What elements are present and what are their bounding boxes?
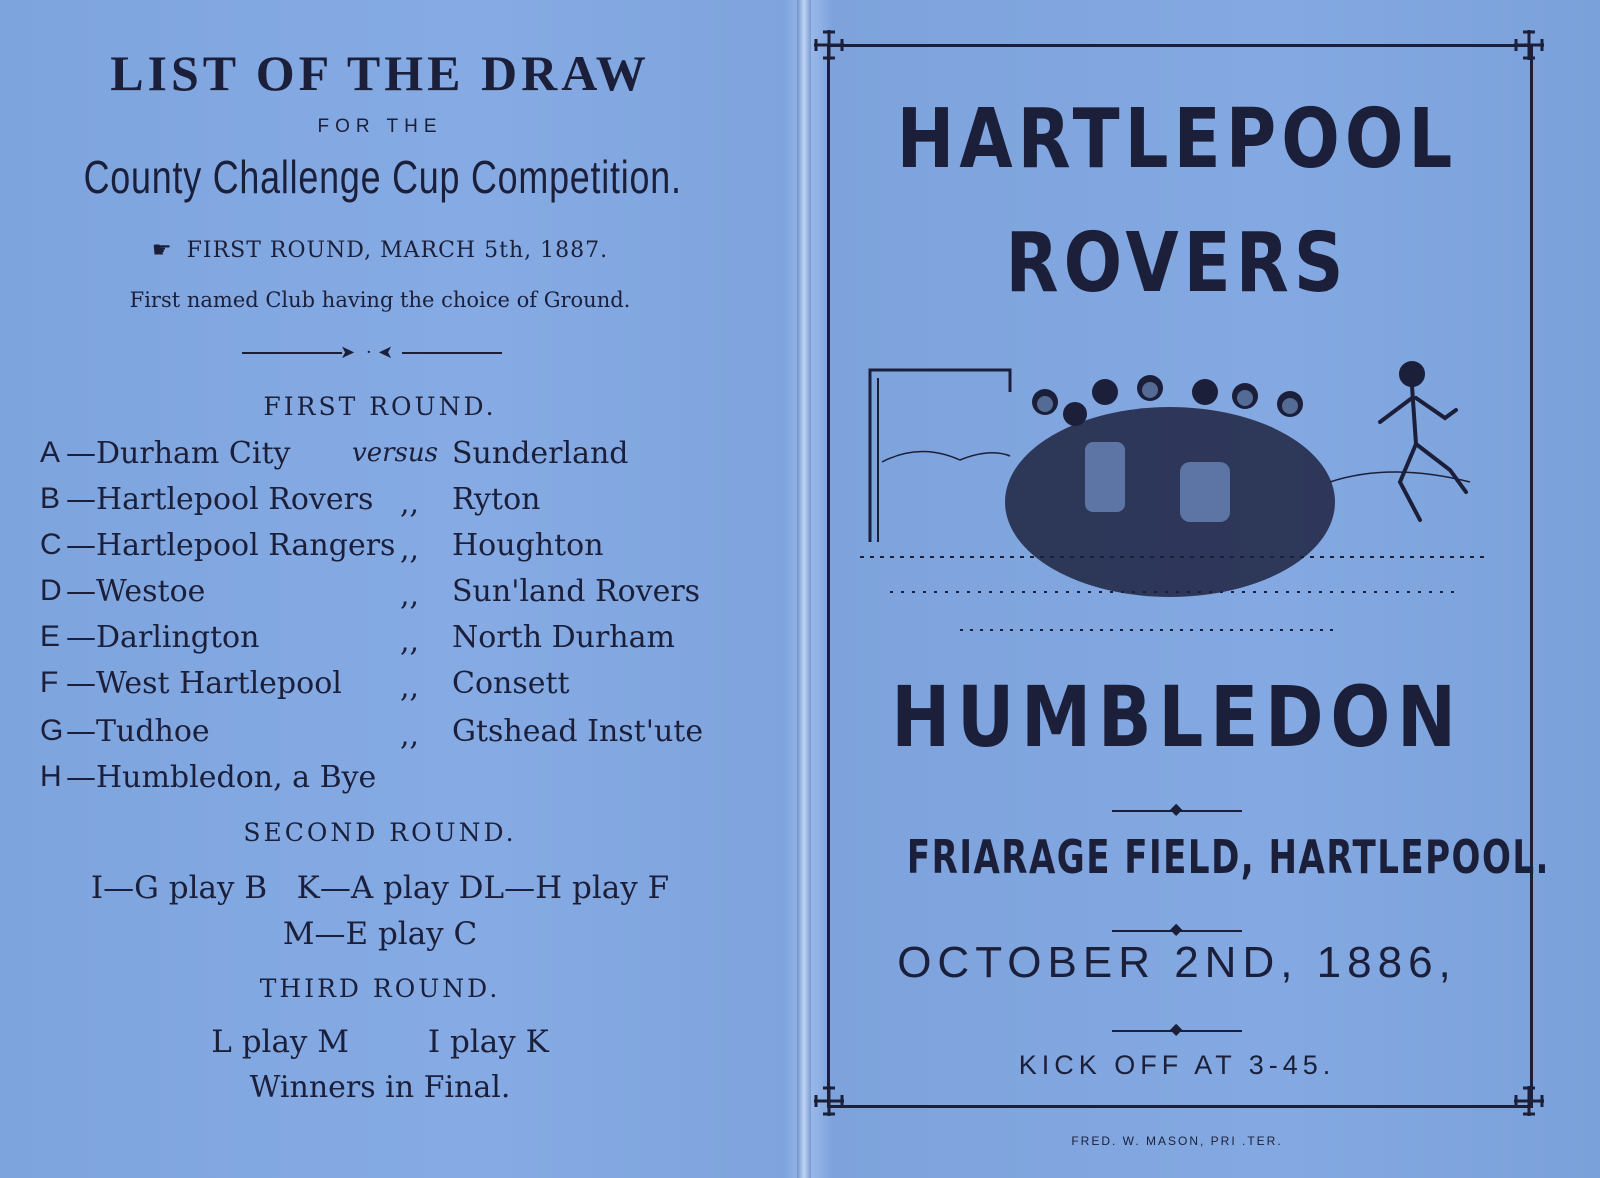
draw-list-panel <box>0 0 790 1178</box>
ornament-divider-left <box>242 352 342 354</box>
diamond-ornament-icon: ◆ <box>1170 919 1183 938</box>
team-1-line-2: ROVERS <box>1005 216 1349 311</box>
ditto-mark: ,, <box>400 486 420 521</box>
draw-away-club: Houghton <box>452 528 604 563</box>
ditto-mark: ,, <box>400 532 420 567</box>
draw-letter: A <box>40 436 61 469</box>
ornament-arrow-icon: ➤ <box>378 342 394 363</box>
draw-letter: H <box>40 760 62 793</box>
diamond-ornament-icon: ◆ <box>1170 1019 1183 1038</box>
diamond-ornament-icon: ◆ <box>1170 799 1183 818</box>
kick-off-time: KICK OFF AT 3-45. <box>1018 1050 1336 1080</box>
first-round-heading: FIRST ROUND. <box>263 392 497 421</box>
versus-label: versus <box>352 438 438 468</box>
draw-home-club: —Hartlepool Rovers <box>66 482 374 517</box>
draw-home-club: —West Hartlepool <box>66 666 342 701</box>
venue-line: FRIARAGE FIELD, HARTLEPOOL. <box>906 830 1550 884</box>
draw-away-club: North Durham <box>452 620 675 655</box>
cross-ornament-icon <box>812 28 846 62</box>
for-the-label: FOR THE <box>317 116 443 137</box>
draw-away-club: Sun'land Rovers <box>452 574 701 609</box>
team-1-line-1: HARTLEPOOL <box>896 92 1458 187</box>
draw-away-club: Gtshead Inst'ute <box>452 714 704 749</box>
ditto-mark: ,, <box>400 718 420 753</box>
team-2-name: HUMBLEDON <box>891 668 1463 766</box>
ornament-divider-right <box>402 352 502 354</box>
draw-home-club: —Tudhoe <box>66 714 210 749</box>
third-round-line: L play M I play K <box>211 1024 549 1060</box>
choice-of-ground-note: First named Club having the choice of Ground. <box>129 288 631 312</box>
first-round-date-line <box>0 238 760 263</box>
match-cover-panel <box>812 0 1600 1178</box>
third-round-heading: THIRD ROUND. <box>259 974 501 1003</box>
draw-home-club: —Westoe <box>66 574 206 609</box>
draw-letter: B <box>40 482 61 515</box>
match-date: OCTOBER 2ND, 1886, <box>897 938 1457 987</box>
winners-in-final: Winners in Final. <box>249 1070 511 1105</box>
draw-letter: F <box>40 666 59 699</box>
draw-letter: C <box>40 528 62 561</box>
first-round-date: FIRST ROUND, MARCH 5th, 1887. <box>186 238 609 263</box>
draw-letter: G <box>40 714 64 747</box>
cross-ornament-icon <box>1512 1084 1546 1118</box>
ditto-mark: ,, <box>400 578 420 613</box>
pointing-hand-icon: ☛ <box>151 238 173 263</box>
ditto-mark: ,, <box>400 670 420 705</box>
draw-away-club: Sunderland <box>452 436 629 471</box>
draw-letter: E <box>40 620 61 653</box>
draw-away-club: Ryton <box>452 482 541 517</box>
ornament-arrow-icon: ➤ <box>340 342 356 363</box>
draw-home-club: —Hartlepool Rangers <box>66 528 396 563</box>
cross-ornament-icon <box>1512 28 1546 62</box>
second-round-heading: SECOND ROUND. <box>243 818 517 847</box>
draw-home-club: —Durham City <box>66 436 291 471</box>
draw-letter: D <box>40 574 62 607</box>
cross-ornament-icon <box>812 1084 846 1118</box>
ornament-dot-icon: · <box>366 342 372 363</box>
card-fold <box>797 0 811 1178</box>
second-round-line-2: M—E play C <box>282 916 478 952</box>
rugby-scrum-illustration <box>860 352 1490 652</box>
draw-away-club: Consett <box>452 666 570 701</box>
second-round-line-1: I—G play B K—A play DL—H play F <box>90 870 670 906</box>
draw-list-title: LIST OF THE DRAW <box>110 45 650 101</box>
draw-home-club: —Humbledon, a Bye <box>66 760 377 795</box>
printer-credit: FRED. W. MASON, PRI .TER. <box>1071 1134 1283 1148</box>
competition-name: County Challenge Cup Competition. <box>83 151 682 203</box>
ditto-mark: ,, <box>400 624 420 659</box>
draw-home-club: —Darlington <box>66 620 260 655</box>
